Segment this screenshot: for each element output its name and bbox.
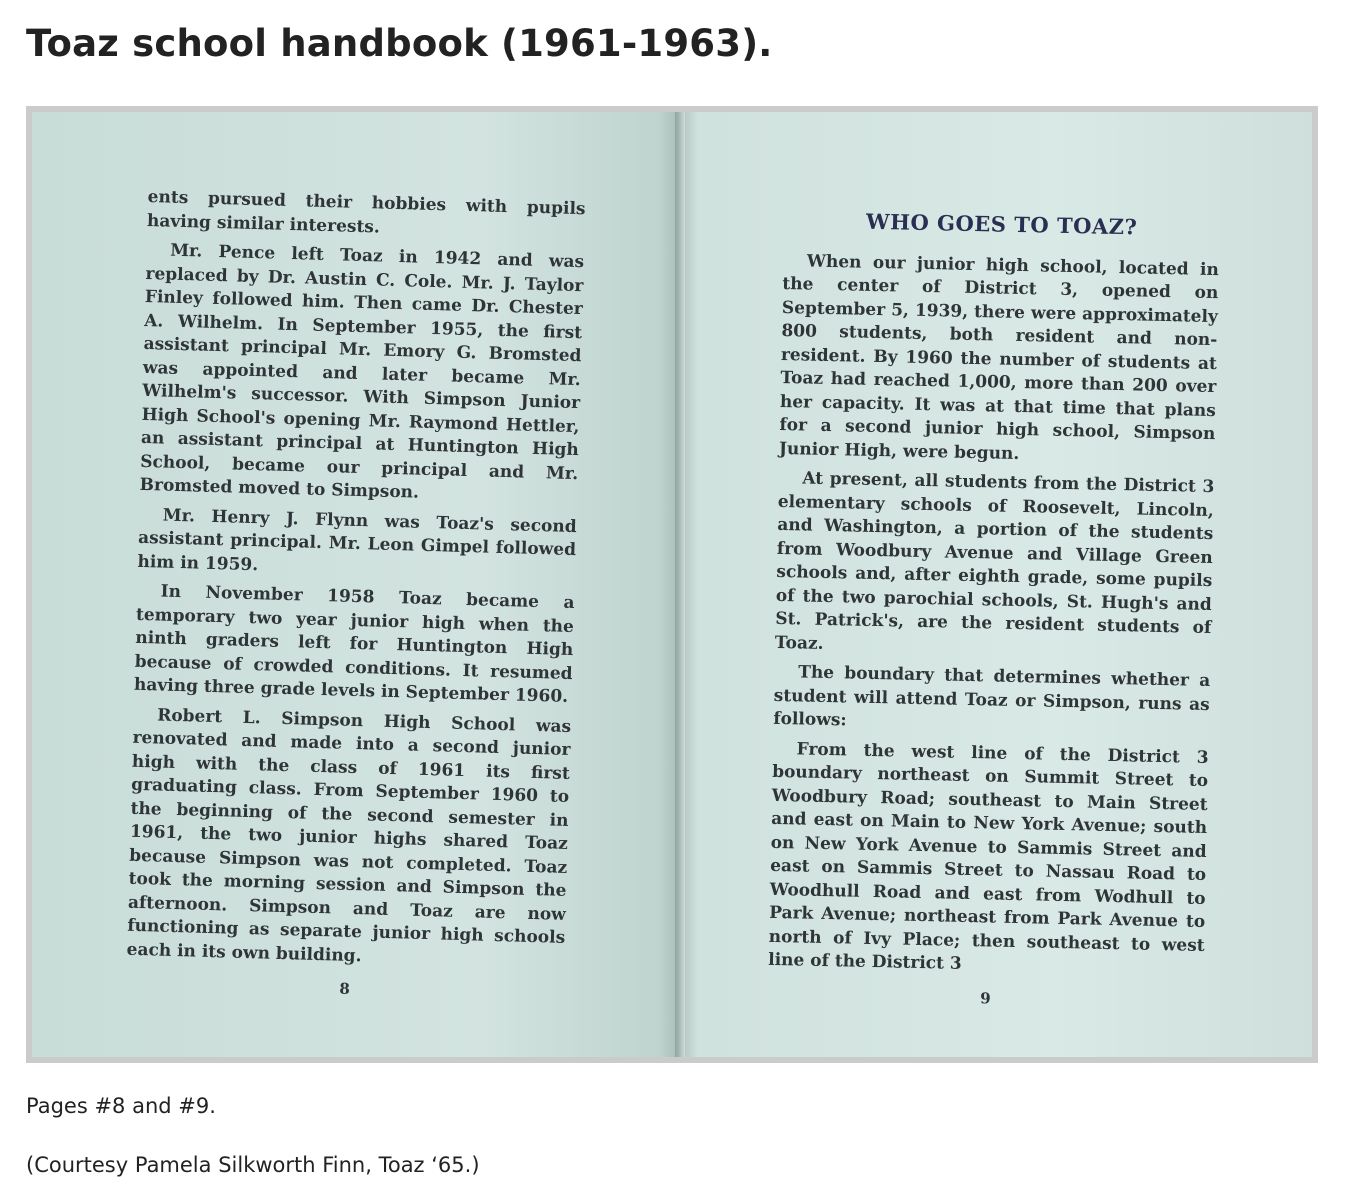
left-page xyxy=(125,186,585,1007)
article-title: Toaz school handbook (1961-1963). xyxy=(26,22,773,65)
right-page-heading: WHO GOES TO TOAZ? xyxy=(865,208,1138,240)
right-paragraph-2: At present, all students from the District 3 elementary schools of Roosevelt, Lincoln, and Washington, a portion of the students from Woodbury Avenue and Village Green schools and, after eighth grade, some pupils of the two parochial schools, St. Hugh's and St. Patrick's, are the resident students of Toaz. xyxy=(774,468,1215,654)
left-paragraph-3: Mr. Henry J. Flynn was Toaz's second assistant principal. Mr. Leon Gimpel followed him in 1959. xyxy=(137,505,577,575)
left-paragraph-4: In November 1958 Toaz became a temporary two year junior high when the ninth graders left for Huntington High because of crowded conditions. It resumed having three grade levels in September 1960. xyxy=(133,581,575,707)
right-paragraph-1: When our junior high school, located in the center of District 3, opened on September 5, 1939, there were approximately 800 students, both resident and non-resident. By 1960 the number of students at Toaz had reached 1,000, more than 200 over her capacity. It was at that time that plans for a second junior high school, Simpson Junior High, were begun. xyxy=(778,250,1220,464)
right-page xyxy=(767,208,1220,1015)
left-paragraph-5: Robert L. Simpson High School was renovated and made into a second junior high with the class of 1961 its first graduating class. From September 1960 to the beginning of the second semester in 1961, the two junior highs shared Toaz because Simpson was not completed. Toaz took the morning session and Simpson the afternoon. Simpson and Toaz are now functioning as separate junior high schools each in its own building. xyxy=(126,704,572,966)
right-paragraph-4: From the west line of the District 3 boundary northeast on Summit Street to Woodbury Road; southeast to Main Street and east on Main to New York Avenue; south on New York Avenue to Sammis Street and east on Sammis Street to Nassau Road to Woodhull Road and east from Wodhull to Park Avenue; northeast from Park Avenue to north of Ivy Place; then southeast to west line of the District 3 xyxy=(768,738,1209,974)
left-page-number: 8 xyxy=(339,979,351,998)
pages-caption: Pages #8 and #9. xyxy=(26,1094,216,1118)
courtesy-caption: (Courtesy Pamela Silkworth Finn, Toaz ‘65.) xyxy=(26,1153,480,1177)
book-spine xyxy=(675,112,685,1057)
open-handbook-image xyxy=(32,112,1312,1057)
right-paragraph-3: The boundary that determines whether a student will attend Toaz or Simpson, runs as follows: xyxy=(773,662,1211,731)
left-paragraph-2: Mr. Pence left Toaz in 1942 and was replaced by Dr. Austin C. Cole. Mr. J. Taylor Finley followed him. Then came Dr. Chester A. Wilhelm. In September 1955, the first assistant principal Mr. Emory G. Bromsted was appointed and later became Mr. Wilhelm's successor. With Simpson Junior High School's opening Mr. Raymond Hettler, an assistant principal at Huntington High School, became our principal and Mr. Bromsted moved to Simpson. xyxy=(139,240,585,503)
left-paragraph-1: ents pursued their hobbies with pupils having similar interests. xyxy=(146,186,586,237)
handbook-photo xyxy=(26,106,1318,1063)
right-page-number: 9 xyxy=(980,988,991,1008)
